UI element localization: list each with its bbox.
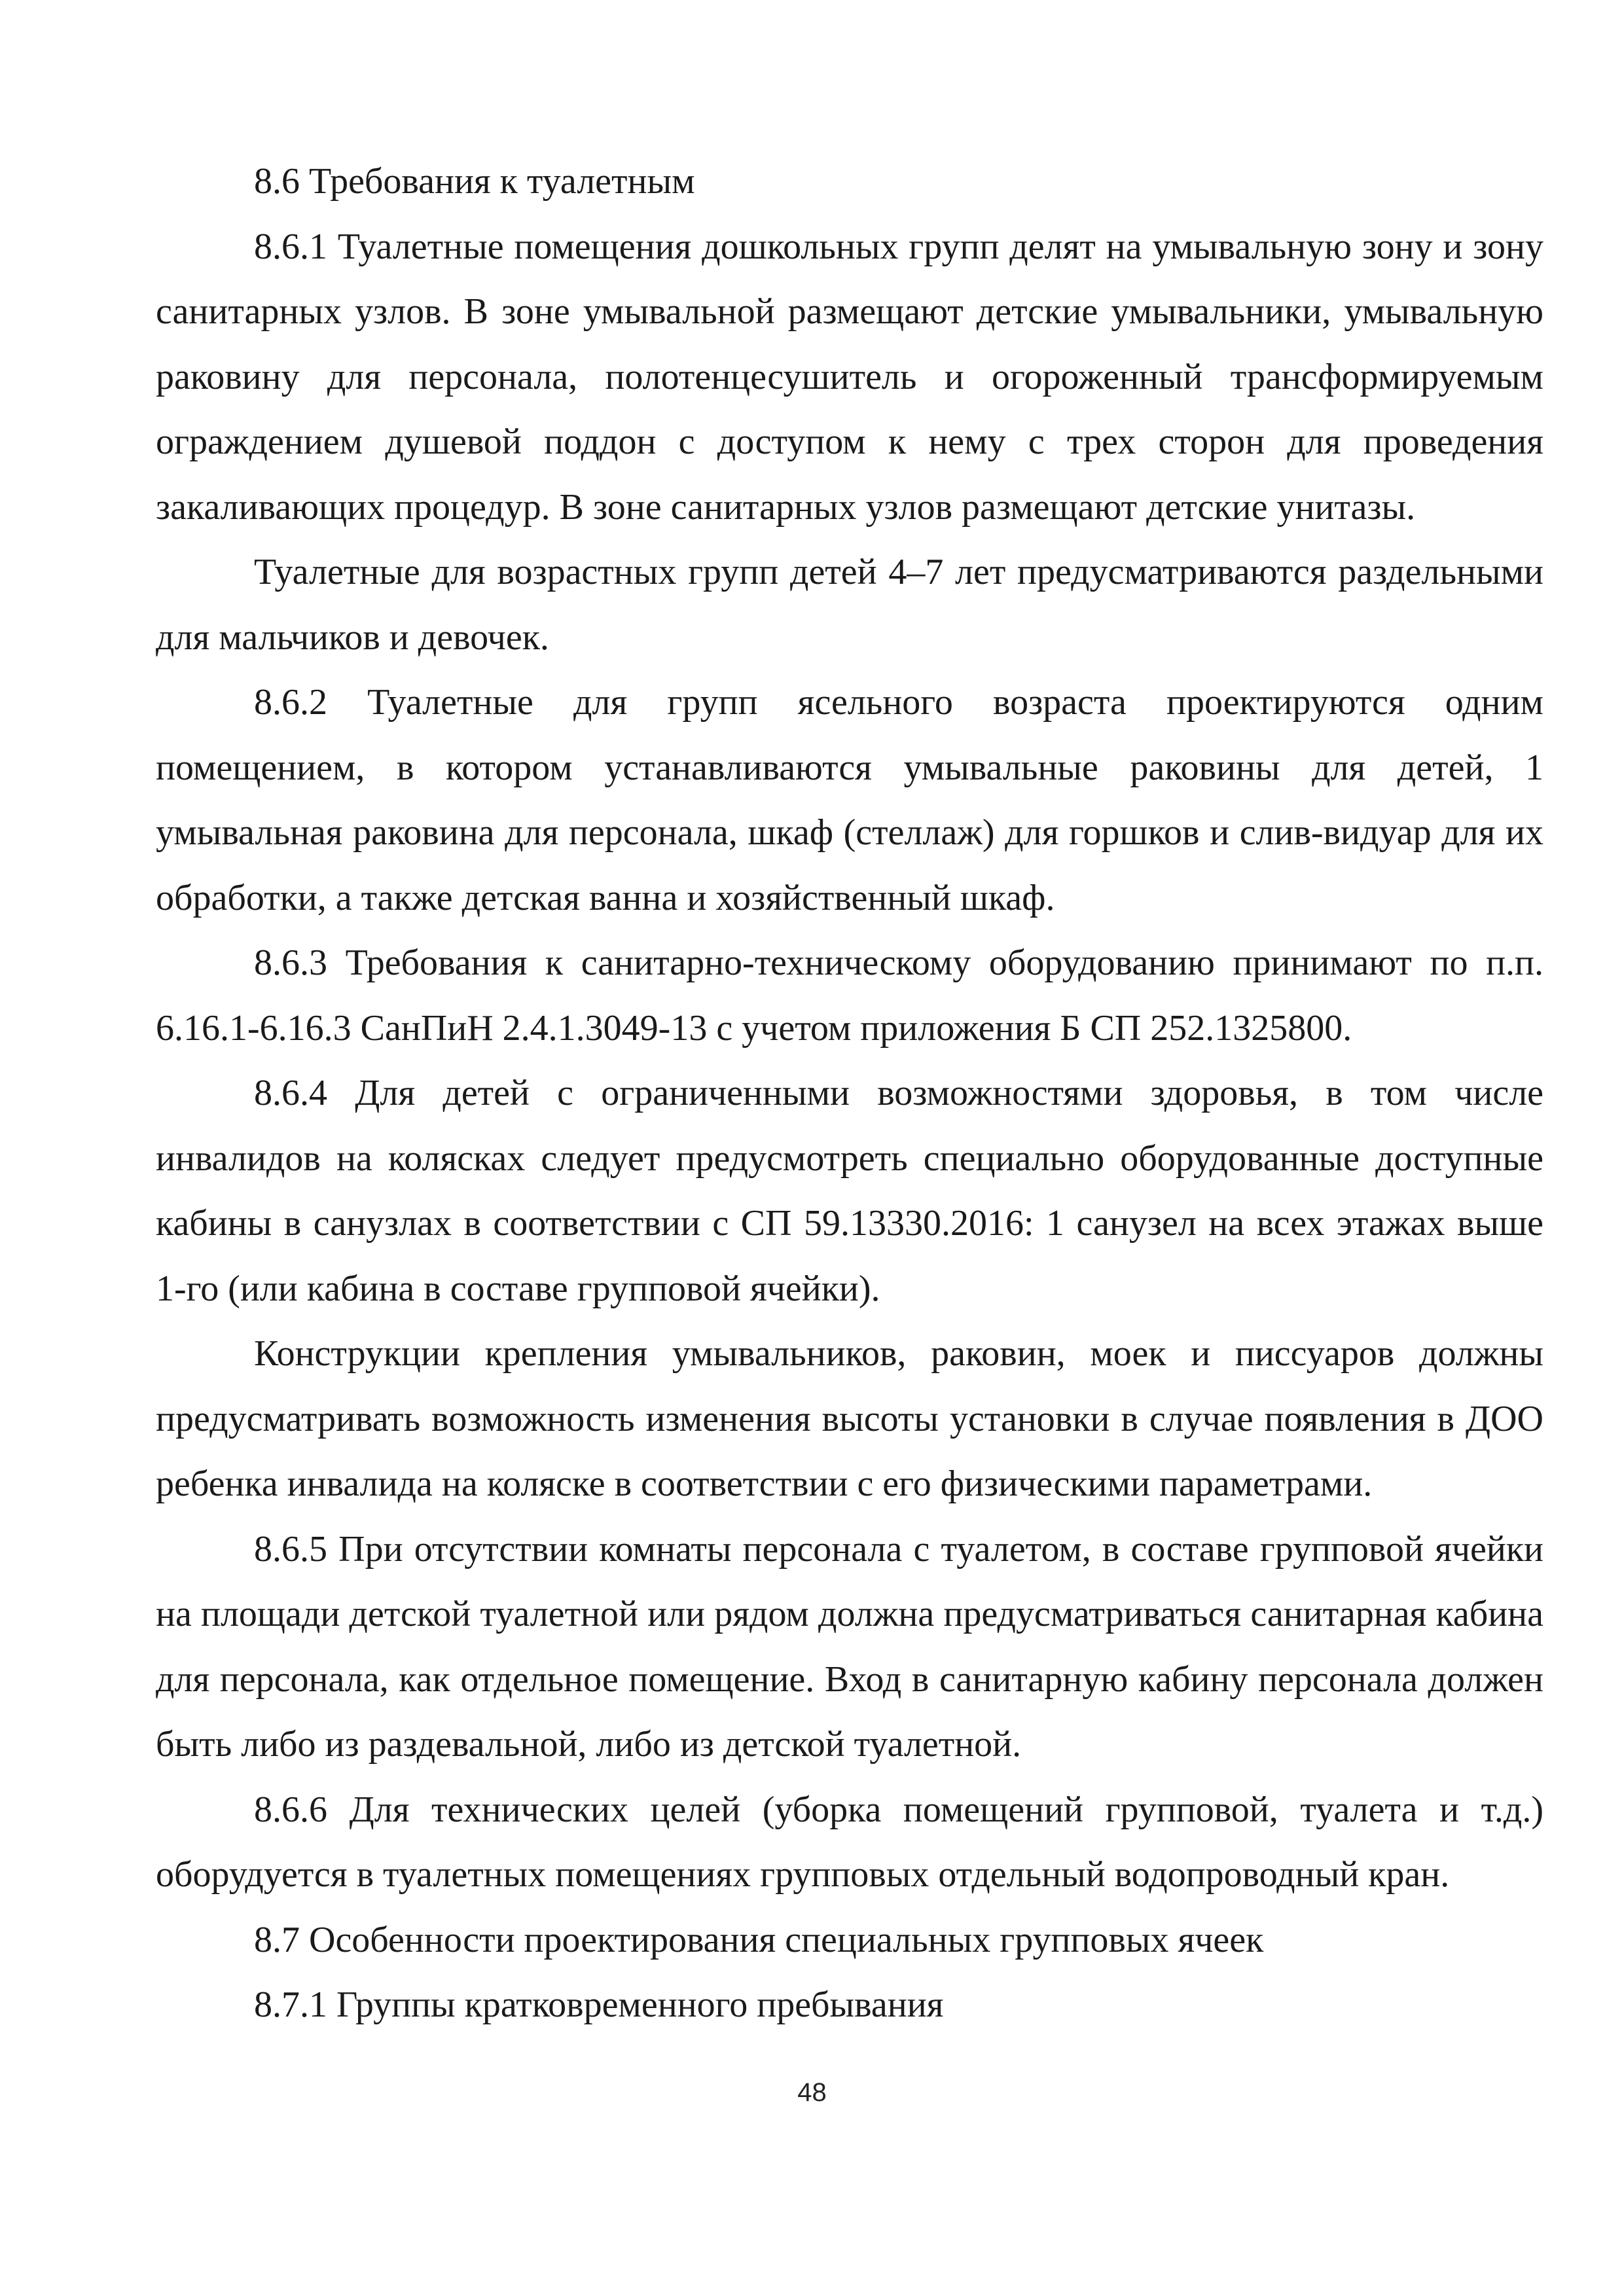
paragraph-8-6-1: 8.6.1 Туалетные помещения дошкольных групп делят на умывальную зону и зону санитарных узлов. В зоне умывальной размещают детские умывальники, умывальную раковину для персонала, полотенцесушитель и огороженный трансформируемым ограждением душевой поддон с доступом к нему с трех сторон для проведения закаливающих процедур. В зоне санитарных узлов размещают детские унитазы. <box>156 226 1543 528</box>
section-heading-8-7: 8.7 Особенности проектирования специальных групповых ячеек <box>254 1919 1264 1960</box>
document-page <box>156 149 1543 2038</box>
paragraph-8-6-6: 8.6.6 Для технических целей (уборка помещений групповой, туалета и т.д.) оборудуется в туалетных помещениях групповых отдельный водопроводный кран. <box>156 1789 1543 1895</box>
paragraph-8-6-4: 8.6.4 Для детей с ограниченными возможностями здоровья, в том числе инвалидов на колясках следует предусмотреть специально оборудованные доступные кабины в санузлах в соответствии с СП 59.13330.2016: 1 санузел на всех этажах выше 1-го (или кабина в составе групповой ячейки). <box>156 1073 1543 1309</box>
section-heading-8-6: 8.6 Требования к туалетным <box>254 161 695 202</box>
paragraph-age-groups: Туалетные для возрастных групп детей 4–7 лет предусматриваются раздельными для мальчиков и девочек. <box>156 552 1543 658</box>
paragraph-8-6-3: 8.6.3 Требования к санитарно-техническому оборудованию принимают по п.п. 6.16.1-6.16.3 СанПиН 2.4.1.3049-13 с учетом приложения Б СП 252.1325800. <box>156 942 1543 1049</box>
section-heading-8-7-1: 8.7.1 Группы кратковременного пребывания <box>254 1984 944 2025</box>
page-number: 48 <box>797 2078 827 2107</box>
paragraph-mounting: Конструкции крепления умывальников, раковин, моек и писсуаров должны предусматривать возможность изменения высоты установки в случае появления в ДОО ребенка инвалида на коляске в соответствии с его физическими параметрами. <box>156 1333 1543 1504</box>
paragraph-8-6-5: 8.6.5 При отсутствии комнаты персонала с туалетом, в составе групповой ячейки на площади детской туалетной или рядом должна предусматриваться санитарная кабина для персонала, как отдельное помещение. Вход в санитарную кабину персонала должен быть либо из раздевальной, либо из детской туалетной. <box>156 1528 1543 1765</box>
paragraph-8-6-2: 8.6.2 Туалетные для групп ясельного возраста проектируются одним помещением, в котором устанавливаются умывальные раковины для детей, 1 умывальная раковина для персонала, шкаф (стеллаж) для горшков и слив-видуар для их обработки, а также детская ванна и хозяйственный шкаф. <box>156 682 1543 918</box>
